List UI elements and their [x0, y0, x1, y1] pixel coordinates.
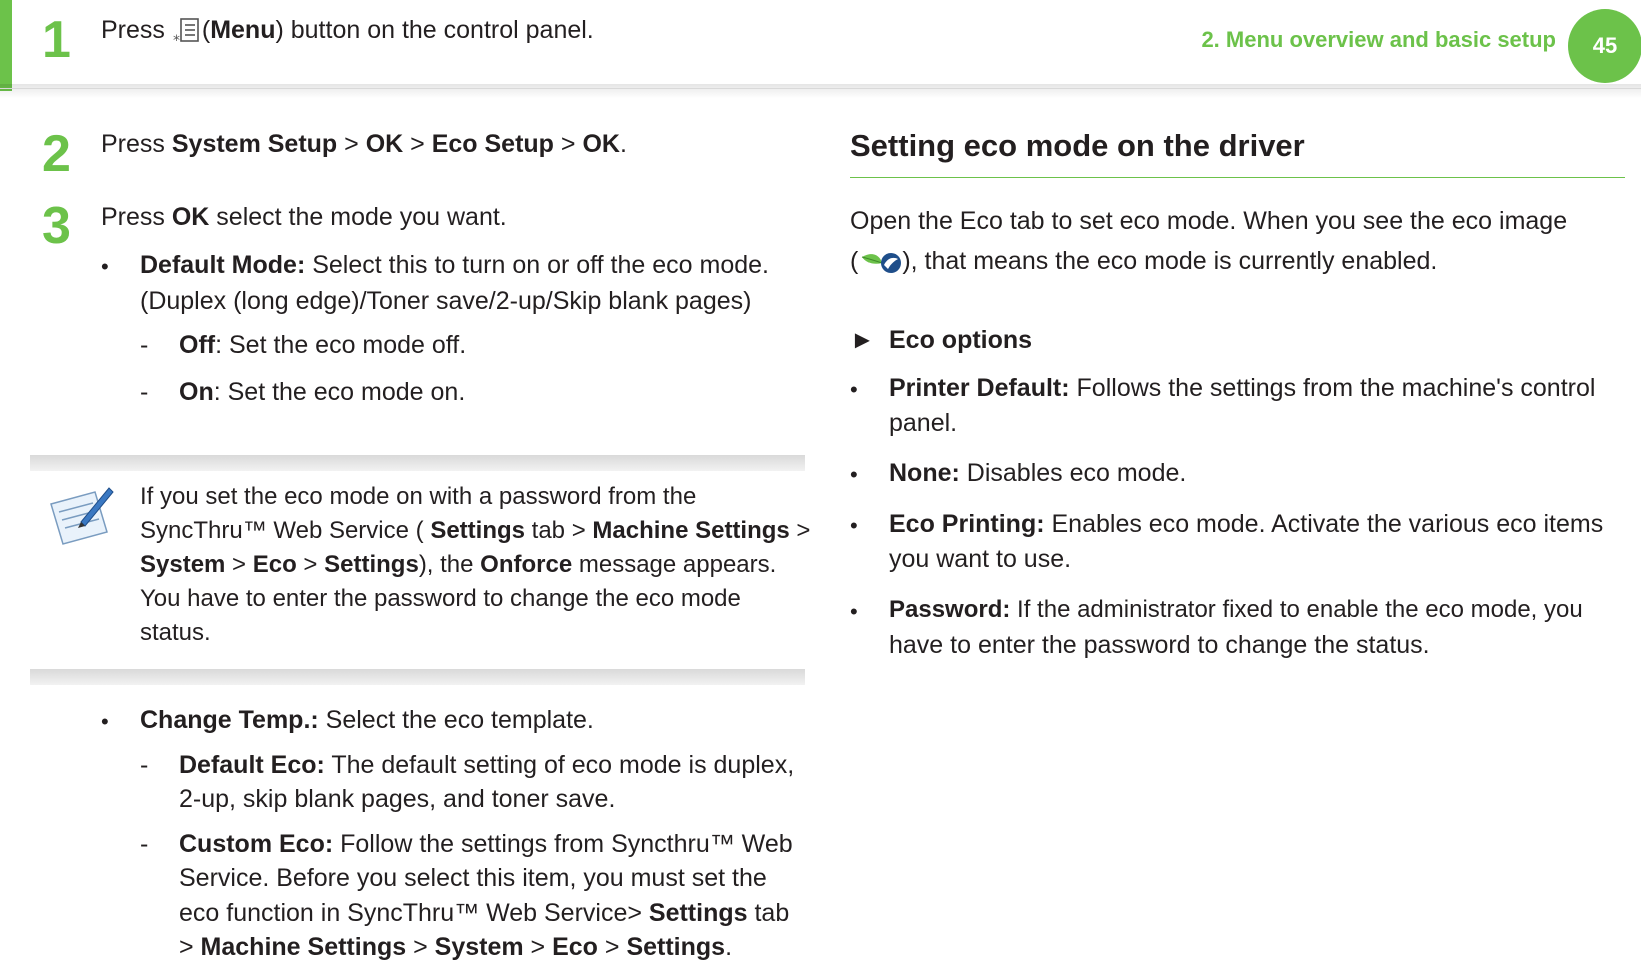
default-eco-item [179, 747, 794, 783]
eco-printing-line2: you want to use. [889, 545, 1072, 573]
step-1-press: Press [101, 16, 165, 44]
password-text: If the administrator fixed to enable the eco mode, you [1010, 596, 1583, 623]
note-top-bar [30, 455, 805, 471]
step-3-text [101, 199, 507, 235]
off-text: : Set the eco mode off. [215, 331, 467, 359]
note-line-4: You have to enter the password to change the eco mode [140, 585, 741, 612]
step-1-rest: button on the control panel. [290, 16, 594, 44]
custom-eco-text: Follow the settings from Syncthru™ Web [333, 830, 793, 858]
note-line-1: If you set the eco mode on with a password from the [140, 483, 697, 510]
bullet: • [850, 377, 858, 402]
custom-eco-line4 [179, 929, 732, 965]
step-3-rest: select the mode you want. [209, 203, 507, 231]
custom-text: eco function in SyncThru™ Web Service> [179, 899, 649, 927]
menu-label: Menu [210, 16, 276, 44]
password-line2: have to enter the password to change the status. [889, 631, 1430, 659]
default-eco-line2: 2-up, skip blank pages, and toner save. [179, 785, 616, 813]
note-line-5: status. [140, 619, 211, 646]
sep: > [337, 130, 366, 158]
system-label: System [434, 933, 524, 961]
change-temp-item [140, 702, 594, 738]
page-number-badge [1568, 9, 1641, 83]
svg-text:*: * [172, 33, 180, 47]
bullet: • [850, 462, 858, 487]
password-label: Password: [889, 596, 1011, 623]
off-item [179, 327, 466, 363]
sep: > [296, 551, 325, 578]
note-line-2 [140, 514, 810, 548]
note-text: tab > [525, 517, 593, 544]
none-text: Disables eco mode. [959, 459, 1187, 487]
dash: - [140, 830, 149, 858]
printer-default-line2: panel. [889, 409, 958, 437]
eco-label: Eco [252, 551, 297, 578]
dash: - [140, 751, 149, 779]
custom-eco-line3 [179, 895, 789, 931]
step-2-press: Press [101, 130, 172, 158]
eco-label: Eco [552, 933, 598, 961]
step-3-press: Press [101, 203, 172, 231]
eco-printing-item [889, 506, 1603, 542]
settings-label: Settings [648, 899, 748, 927]
step-2-number: 2 [42, 125, 71, 183]
custom-eco-line2: Service. Before you select this item, you must set the [179, 864, 767, 892]
default-mode-label: Default Mode: [140, 251, 306, 279]
on-label: On [179, 378, 214, 406]
onforce-label: Onforce [480, 551, 573, 578]
sep: > [179, 933, 201, 961]
sep: > [225, 551, 253, 578]
change-temp-text: Select the eco template. [318, 706, 594, 734]
step-3-number: 3 [42, 197, 71, 255]
default-eco-label: Default Eco: [179, 751, 325, 779]
sep: > [406, 933, 435, 961]
eco-leaf-icon [858, 247, 902, 277]
machine-settings-label: Machine Settings [200, 933, 407, 961]
change-temp-label: Change Temp.: [140, 706, 319, 734]
section-title: Setting eco mode on the driver [850, 128, 1305, 163]
settings-label: Settings [324, 551, 419, 578]
driver-intro-line-2 [850, 243, 1437, 279]
page-number: 45 [1592, 33, 1618, 58]
eco-setup-label: Eco Setup [431, 130, 554, 158]
eco-printing-label: Eco Printing: [889, 510, 1045, 538]
note-text: ), the [418, 551, 481, 578]
none-item [889, 455, 1186, 491]
default-mode-text: Select this to turn on or off the eco mode. [305, 251, 769, 279]
header-shadow [0, 84, 1641, 98]
eco-options-heading: Eco options [889, 326, 1033, 354]
on-item [179, 374, 465, 410]
driver-intro-line-1: Open the Eco tab to set eco mode. When you see the eco image [850, 207, 1568, 235]
custom-eco-item [179, 826, 793, 862]
note-bottom-bar [30, 669, 805, 685]
dash: - [140, 331, 149, 359]
password-item [889, 592, 1583, 628]
section-rule [850, 177, 1625, 178]
menu-icon [172, 16, 202, 46]
bullet: • [850, 599, 858, 624]
printer-default-item [889, 370, 1595, 406]
paren: ( [850, 247, 859, 275]
none-label: None: [889, 459, 960, 487]
sep: > [789, 517, 811, 544]
sep: > [553, 130, 583, 158]
custom-eco-label: Custom Eco: [179, 830, 334, 858]
bullet: • [101, 709, 109, 734]
bullet: • [850, 513, 858, 538]
printer-default-label: Printer Default: [889, 374, 1070, 402]
settings-label: Settings [626, 933, 726, 961]
note-text: SyncThru™ Web Service ( [140, 517, 431, 544]
note-line-3 [140, 548, 776, 582]
off-label: Off [179, 331, 216, 359]
sep: > [597, 933, 627, 961]
bullet: • [101, 254, 109, 279]
period: . [619, 130, 627, 158]
arrow-icon: ► [850, 326, 875, 354]
note-pencil-icon [45, 482, 115, 546]
default-eco-text: The default setting of eco mode is duplex, [324, 751, 795, 779]
sep: > [523, 933, 553, 961]
accent-bar [0, 0, 12, 91]
eco-printing-text: Enables eco mode. Activate the various eco items [1044, 510, 1604, 538]
dash: - [140, 378, 149, 406]
default-mode-item [140, 247, 769, 283]
settings-label: Settings [430, 517, 525, 544]
step-1-text: Press * (Menu) button on the control panel. [101, 12, 594, 48]
default-mode-line2: (Duplex (long edge)/Toner save/2-up/Skip blank pages) [140, 287, 752, 315]
header-divider [0, 88, 1641, 89]
sep: > [403, 130, 432, 158]
intro-text: ), that means the eco mode is currently enabled. [902, 247, 1438, 275]
custom-text: tab [747, 899, 790, 927]
system-setup-label: System Setup [171, 130, 338, 158]
chapter-title: 2. Menu overview and basic setup [1201, 27, 1556, 52]
printer-default-text: Follows the settings from the machine's control [1069, 374, 1596, 402]
note-text: message appears. [572, 551, 777, 578]
step-1-number: 1 [42, 11, 71, 69]
ok-label: OK [582, 130, 620, 158]
on-text: : Set the eco mode on. [213, 378, 466, 406]
step-2-text [101, 126, 627, 162]
period: . [725, 933, 733, 961]
system-label: System [140, 551, 226, 578]
machine-settings-label: Machine Settings [592, 517, 790, 544]
ok-label: OK [365, 130, 404, 158]
ok-label: OK [171, 203, 210, 231]
